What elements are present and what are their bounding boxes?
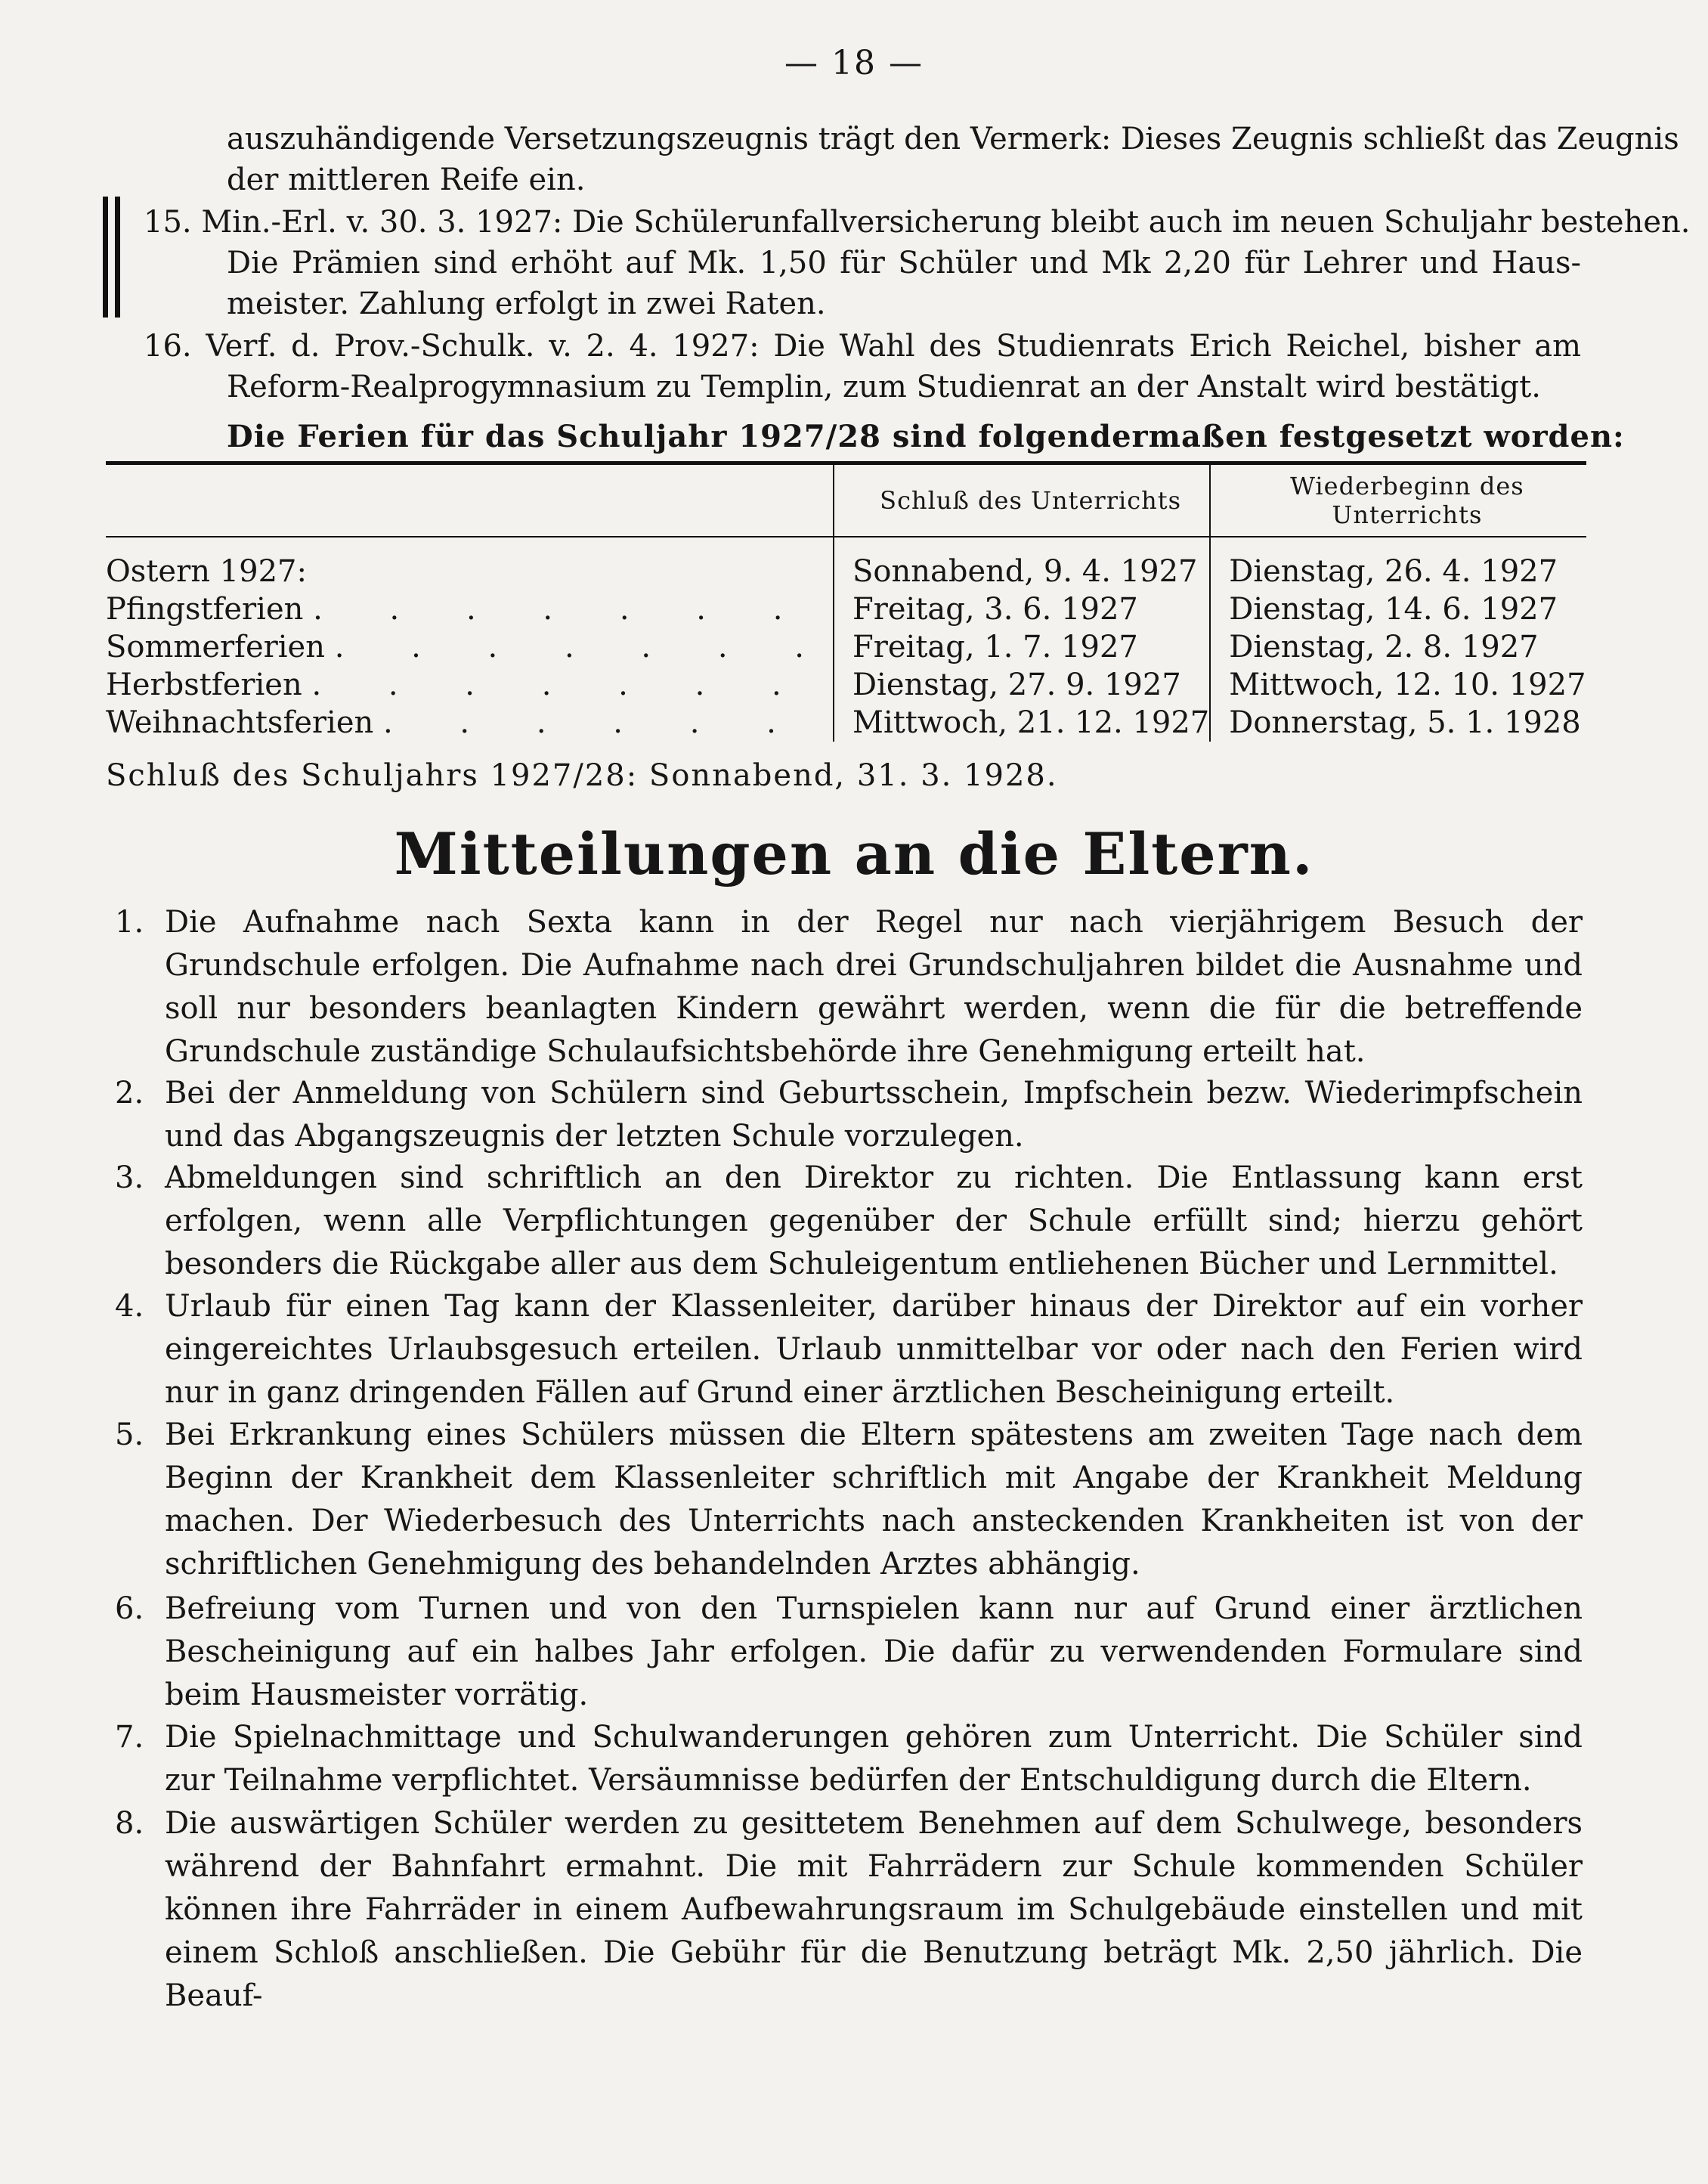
table-row bbox=[106, 628, 1586, 666]
list-item bbox=[115, 1157, 1583, 1286]
table-cell bbox=[106, 704, 834, 742]
item-text: Bei Erkrankung eines Schülers müssen die Eltern spätestens am zweiten Tage nach dem Beginn der Krankheit dem Klassenleiter schriftlich mit Angabe der Krankheit Meldung machen. Der Wiederbesuch des Unterrichts nach ansteckenden Krankheiten ist von der schriftlichen Genehmigung des behandelnden Arztes abhängig. bbox=[165, 1417, 1583, 1581]
item-number: 4. bbox=[115, 1289, 144, 1324]
table-cell: Mittwoch, 21. 12. 1927 bbox=[834, 704, 1210, 742]
table-cell bbox=[106, 628, 834, 666]
margin-bars bbox=[103, 197, 122, 318]
entry-15-line: Die Prämien sind erhöht auf Mk. 1,50 für Schüler und Mk 2,20 für Lehrer und Haus- bbox=[227, 246, 1581, 280]
table-header-row bbox=[106, 463, 1586, 537]
list-item bbox=[115, 1588, 1583, 1717]
item-number: 3. bbox=[115, 1160, 144, 1195]
item-text: Bei der Anmeldung von Schülern sind Geburtsschein, Impfschein bezw. Wiederimpfschein und das Abgangszeugnis der letzten Schule vorzulegen. bbox=[165, 1076, 1583, 1154]
table-cell bbox=[106, 666, 834, 704]
ferien-table bbox=[106, 461, 1586, 742]
table-row bbox=[106, 704, 1586, 742]
table-cell bbox=[106, 537, 834, 590]
table-cell: Dienstag, 26. 4. 1927 bbox=[1210, 537, 1586, 590]
list-item bbox=[115, 1072, 1583, 1158]
table-cell: Freitag, 3. 6. 1927 bbox=[834, 590, 1210, 628]
item-text: Die Aufnahme nach Sexta kann in der Regel nur nach vierjährigem Besuch der Grundschule erfolgen. Die Aufnahme nach drei Grundschuljahren bildet die Ausnahme und soll nur besonders beanlagten Kindern gewährt werden, wenn die für die betreffende Grundschule zuständige Schulaufsichtsbehörde ihre Genehmigung erteilt hat. bbox=[165, 905, 1583, 1069]
entry-15-line: meister. Zahlung erfolgt in zwei Raten. bbox=[227, 287, 826, 321]
table-cell: Mittwoch, 12. 10. 1927 bbox=[1210, 666, 1586, 704]
table-cell: Dienstag, 27. 9. 1927 bbox=[834, 666, 1210, 704]
list-item bbox=[115, 1285, 1583, 1414]
holiday-name: Herbstferien bbox=[106, 668, 302, 702]
page-number: — 18 — bbox=[784, 44, 924, 82]
text-line: auszuhändigende Versetzungszeugnis trägt den Vermerk: Dieses Zeugnis schließt das Zeugnis bbox=[227, 122, 1679, 156]
list-item bbox=[115, 1716, 1583, 1802]
table-cell: Dienstag, 14. 6. 1927 bbox=[1210, 590, 1586, 628]
list-item bbox=[115, 1802, 1583, 2018]
section-heading: Mitteilungen an die Eltern. bbox=[394, 820, 1314, 888]
entry-15-line: 15. Min.-Erl. v. 30. 3. 1927: Die Schülerunfallversicherung bleibt auch im neuen Schuljahr bestehen. bbox=[144, 205, 1691, 240]
item-text: Die auswärtigen Schüler werden zu gesittetem Benehmen auf dem Schulwege, besonders während der Bahnfahrt ermahnt. Die mit Fahrrädern zur Schule kommenden Schüler können ihre Fahrräder in einem Aufbewahrungsraum im Schulgebäude einstellen und mit einem Schloß anschließen. Die Gebühr für die Benutzung beträgt Mk. 2,50 jährlich. Die Beauf- bbox=[165, 1806, 1583, 2013]
table-header: Wiederbeginn des Unterrichts bbox=[1210, 463, 1586, 537]
table-cell bbox=[106, 590, 834, 628]
list-item bbox=[115, 901, 1583, 1073]
holiday-name: Weihnachtsferien bbox=[106, 705, 374, 740]
item-text: Urlaub für einen Tag kann der Klassenleiter, darüber hinaus der Direktor auf ein vorher eingereichtes Urlaubsgesuch erteilen. Urlaub unmittelbar vor oder nach den Ferien wird nur in ganz dringenden Fällen auf Grund einer ärztlichen Bescheinigung erteilt. bbox=[165, 1289, 1583, 1410]
item-number: 7. bbox=[115, 1720, 144, 1755]
table-row bbox=[106, 590, 1586, 628]
leader-dots: . . . . . . . bbox=[334, 630, 833, 664]
table-cell: Donnerstag, 5. 1. 1928 bbox=[1210, 704, 1586, 742]
entry-16-line: Reform-Realprogymnasium zu Templin, zum Studienrat an der Anstalt wird bestätigt. bbox=[227, 370, 1541, 404]
table-cell: Sonnabend, 9. 4. 1927 bbox=[834, 537, 1210, 590]
item-text: Die Spielnachmittage und Schulwanderungen gehören zum Unterricht. Die Schüler sind zur Teilnahme verpflichtet. Versäumnisse bedürfen der Entschuldigung durch die Eltern. bbox=[165, 1720, 1583, 1798]
table-header: Schluß des Unterrichts bbox=[834, 463, 1210, 537]
item-number: 1. bbox=[115, 905, 144, 940]
item-number: 2. bbox=[115, 1076, 144, 1111]
item-text: Abmeldungen sind schriftlich an den Direktor zu richten. Die Entlassung kann erst erfolgen, wenn alle Verpflichtungen gegenüber der Schule erfüllt sind; hierzu gehört besonders die Rückgabe aller aus dem Schuleigentum entliehenen Bücher und Lernmittel. bbox=[165, 1160, 1583, 1281]
leader-dots: . . . . . . . bbox=[311, 668, 810, 702]
holiday-name: Sommerferien bbox=[106, 630, 325, 664]
item-number: 6. bbox=[115, 1591, 144, 1626]
leader-dots: . . . . . . . bbox=[313, 592, 812, 627]
item-text: Befreiung vom Turnen und von den Turnspielen kann nur auf Grund einer ärztlichen Bescheinigung auf ein halbes Jahr erfolgen. Die dafür zu verwendenden Formulare sind beim Hausmeister vorrätig. bbox=[165, 1591, 1583, 1712]
table-row bbox=[106, 537, 1586, 590]
list-item bbox=[115, 1414, 1583, 1586]
table-cell: Freitag, 1. 7. 1927 bbox=[834, 628, 1210, 666]
item-number: 5. bbox=[115, 1417, 144, 1452]
text-line: der mittleren Reife ein. bbox=[227, 163, 586, 197]
ferien-intro: Die Ferien für das Schuljahr 1927/28 sind folgendermaßen festgesetzt worden: bbox=[227, 419, 1625, 454]
item-number: 8. bbox=[115, 1806, 144, 1841]
holiday-name: Pfingstferien bbox=[106, 592, 304, 627]
schuljahr-end: Schluß des Schuljahrs 1927/28: Sonnabend, 31. 3. 1928. bbox=[106, 758, 1058, 793]
table-row bbox=[106, 666, 1586, 704]
table-cell: Dienstag, 2. 8. 1927 bbox=[1210, 628, 1586, 666]
table-header bbox=[106, 463, 834, 537]
holiday-name: Ostern 1927: bbox=[106, 554, 307, 589]
leader-dots: . . . . . . bbox=[383, 705, 805, 740]
entry-16-line: 16. Verf. d. Prov.-Schulk. v. 2. 4. 1927: Die Wahl des Studienrats Erich Reichel, bisher am bbox=[144, 329, 1581, 364]
